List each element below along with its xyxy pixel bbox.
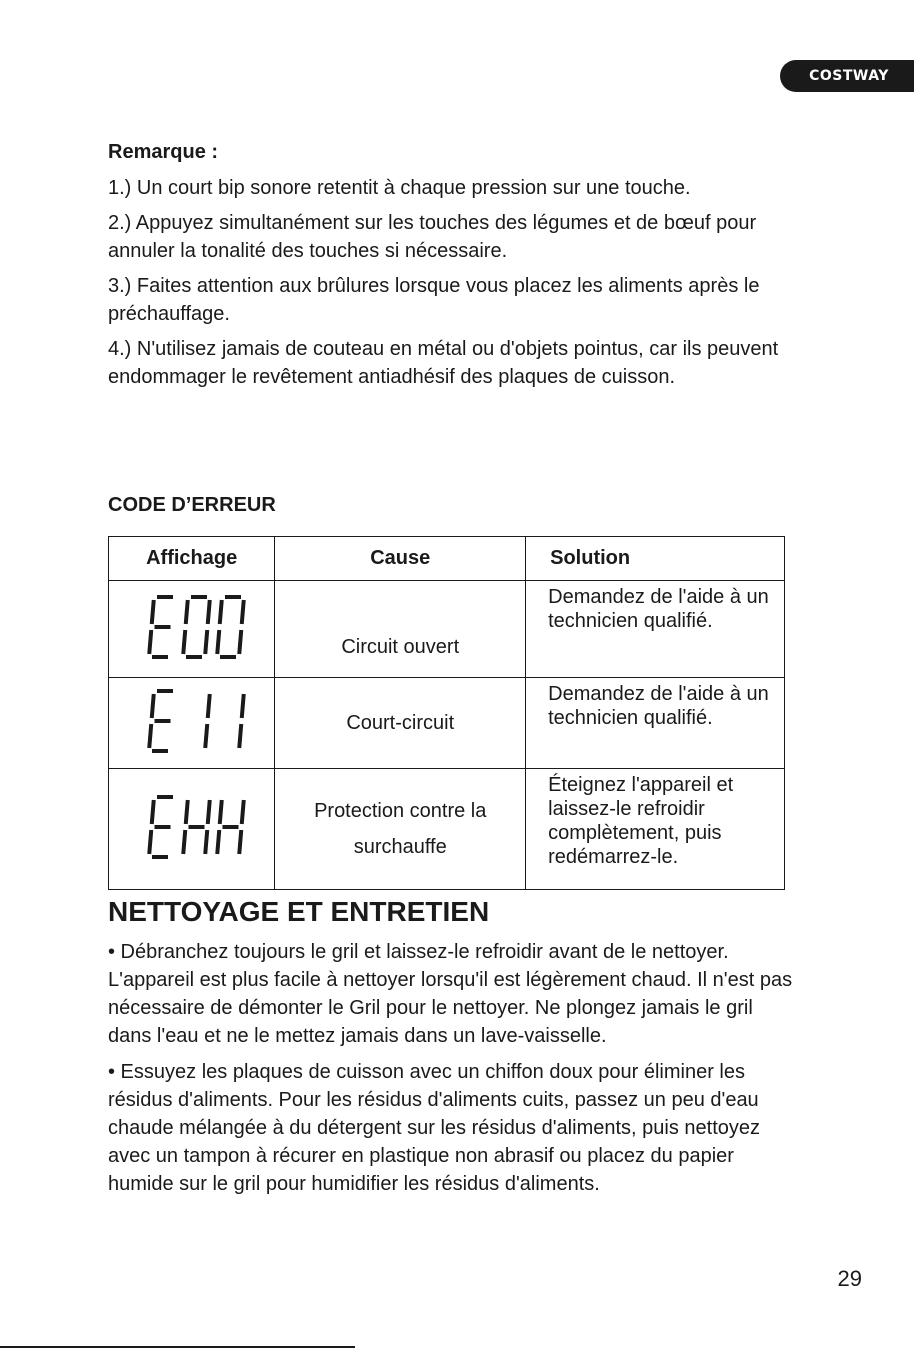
cause-cell: Circuit ouvert	[275, 581, 526, 678]
lcd-segment	[205, 724, 207, 748]
lcd-segment	[149, 630, 151, 654]
cleaning-section	[108, 938, 798, 1206]
lcd-segment	[239, 630, 241, 654]
lcd-display-icon	[137, 591, 247, 661]
cleaning-title: NETTOYAGE ET ENTRETIEN	[108, 896, 490, 927]
cleaning-bullet-1: • Débranchez toujours le gril et laissez-le refroidir avant de le nettoyer. L'appareil est plus facile à nettoyer lorsqu'il est légèrement chaud. Il n'est pas nécessaire de démonter le Gril pour le nettoyer. Ne plongez jamais le gril dans l'eau et ne le mettez jamais dans un lave-vaisselle.	[108, 941, 793, 1047]
lcd-segment	[241, 600, 243, 624]
page-number: 29	[837, 1266, 862, 1291]
footer-rule	[0, 1346, 355, 1348]
lcd-segment	[207, 600, 209, 624]
brand-badge: COSTWAY	[780, 60, 914, 92]
lcd-segment	[241, 800, 243, 824]
lcd-segment	[219, 800, 221, 824]
lcd-segment	[239, 830, 241, 854]
lcd-display-icon	[137, 685, 247, 755]
lcd-segment	[207, 800, 209, 824]
lcd-segment	[217, 630, 219, 654]
lcd-segment	[183, 630, 185, 654]
lcd-segment	[151, 600, 153, 624]
cause-cell: Protection contre la surchauffe	[275, 769, 526, 890]
table-row	[109, 678, 785, 769]
lcd-segment	[151, 800, 153, 824]
lcd-segment	[239, 724, 241, 748]
lcd-segment	[185, 600, 187, 624]
lcd-segment	[183, 830, 185, 854]
note-item-4: 4.) N'utilisez jamais de couteau en métal ou d'objets pointus, car ils peuvent endommager le revêtement antiadhésif des plaques de cuisson.	[108, 338, 779, 388]
note-item-3: 3.) Faites attention aux brûlures lorsque vous placez les aliments après le préchauffage.	[108, 275, 760, 325]
table-row	[109, 769, 785, 890]
header-solution: Solution	[526, 537, 785, 581]
lcd-segment	[185, 800, 187, 824]
solution-cell: Demandez de l'aide à un technicien qualifié.	[526, 678, 785, 769]
lcd-segment	[205, 830, 207, 854]
cleaning-bullet-2: • Essuyez les plaques de cuisson avec un chiffon doux pour éliminer les résidus d'aliments. Pour les résidus d'aliments cuits, passez un peu d'eau chaude mélangée à du détergent sur les résidus d'aliments, puis nettoyez avec un tampon à récurer en plastique non abrasif ou placez du papier humide sur le gril pour humidifier les résidus d'aliments.	[108, 1061, 760, 1195]
note-item-1: 1.) Un court bip sonore retentit à chaque pression sur une touche.	[108, 177, 691, 199]
error-code-title: CODE D’ERREUR	[108, 494, 276, 516]
solution-cell: Demandez de l'aide à un technicien qualifié.	[526, 581, 785, 678]
lcd-segment	[151, 694, 153, 718]
lcd-segment	[149, 830, 151, 854]
solution-cell: Éteignez l'appareil et laissez-le refroidir complètement, puis redémarrez-le.	[526, 769, 785, 890]
lcd-display-icon	[137, 791, 247, 861]
notes-section	[108, 138, 798, 398]
lcd-segment	[241, 694, 243, 718]
error-code-table	[108, 536, 785, 890]
header-display: Affichage	[109, 537, 275, 581]
lcd-segment	[219, 600, 221, 624]
lcd-display-cell	[109, 678, 275, 769]
lcd-segment	[149, 724, 151, 748]
cause-cell: Court-circuit	[275, 678, 526, 769]
header-cause: Cause	[275, 537, 526, 581]
lcd-segment	[217, 830, 219, 854]
lcd-display-cell	[109, 581, 275, 678]
lcd-display-cell	[109, 769, 275, 890]
lcd-segment	[205, 630, 207, 654]
table-header-row	[109, 537, 785, 581]
table-row	[109, 581, 785, 678]
notes-title: Remarque :	[108, 141, 219, 163]
lcd-segment	[207, 694, 209, 718]
note-item-2: 2.) Appuyez simultanément sur les touches des légumes et de bœuf pour annuler la tonalité des touches si nécessaire.	[108, 212, 757, 262]
